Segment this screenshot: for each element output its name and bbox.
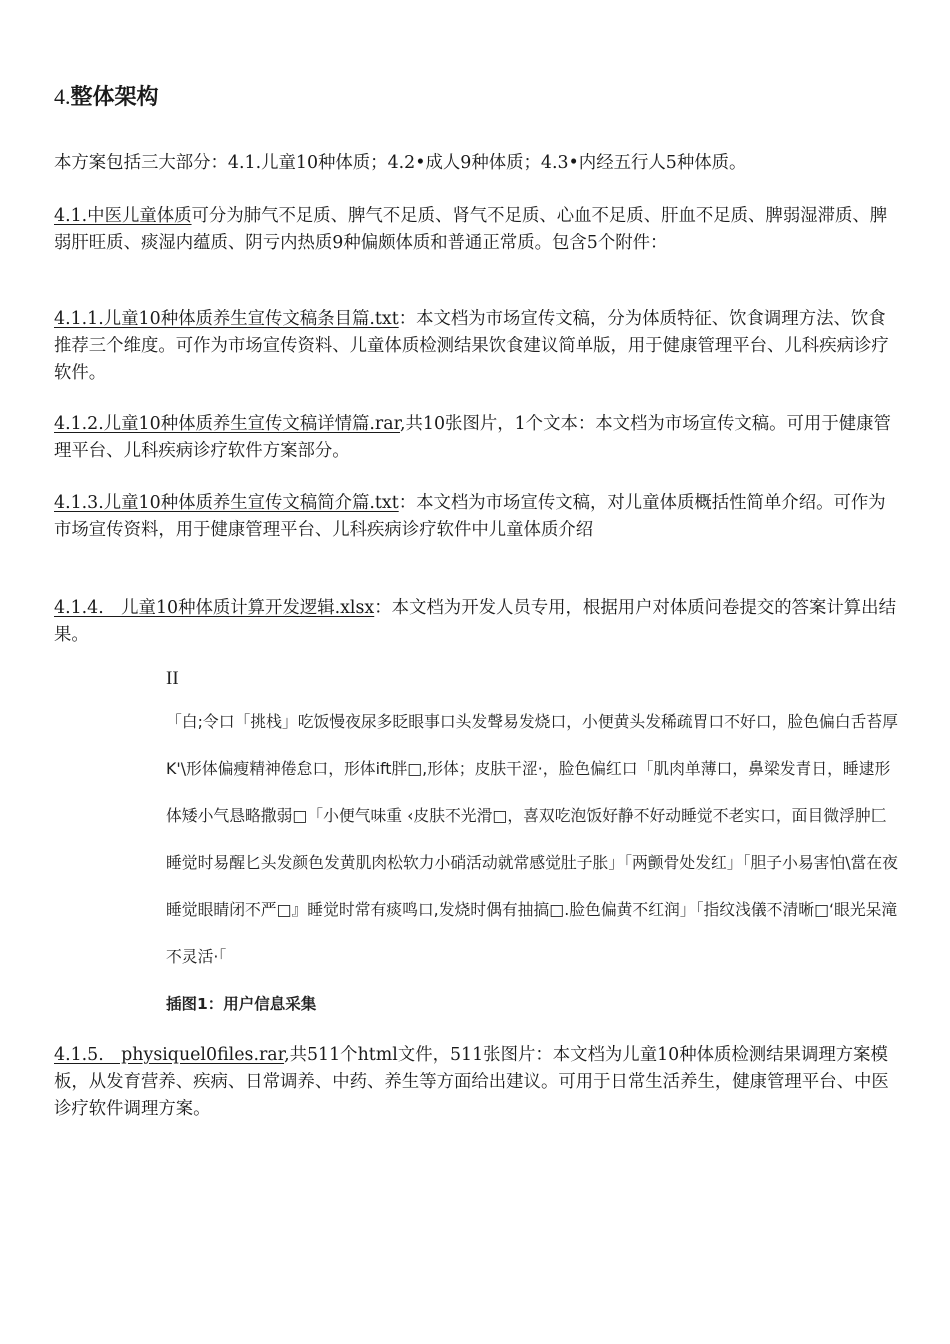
paragraph-4-1-1-text: ：本文档为市场宣传文稿，分为体质特征、饮食调理方法、饮食推荐三个维度。可作为市场宣传资料、儿童体质检测结果饮食建议简单版，用于健康管理平台、儿科疾病诊疗软件。 [54, 309, 889, 383]
link-4-1-1[interactable]: 4.1.1.儿童10种体质养生宣传文稿条目篇.txt [54, 309, 399, 329]
link-4-1[interactable]: 4.1.中医儿童体质 [54, 206, 192, 226]
paragraph-4-1-2 [54, 411, 896, 465]
section-title: 整体架构 [70, 85, 159, 110]
section-number: 4. [54, 84, 71, 109]
paragraph-4-1-5 [54, 1042, 896, 1123]
paragraph-4-1-4 [54, 595, 896, 649]
intro-paragraph: 本方案包括三大部分：4.1.儿童10种体质；4.2•成人9种体质；4.3•内经五行人5种体质。 [54, 153, 747, 173]
paragraph-4-1-5-text: ,共511个html文件，511张图片：本文档为儿童10种体质检测结果调理方案模板，从发育营养、疾病、日常调养、中药、养生等方面给出建议。可用于日常生活养生，健康管理平台、中医诊疗软件调理方案。 [54, 1045, 889, 1119]
figure-marker: II [166, 668, 179, 689]
paragraph-4-1-1 [54, 306, 896, 387]
figure-user-info-collection [166, 668, 898, 1014]
figure-ocr-text: 「白;令口「挑栈」吃饭慢夜尿多眨眼事口头发聲易发烧口，小便黄头发稀疏胃口不好口，脸色偏白舌苔厚K'\形体偏瘦精神倦怠口，形体ift胖□,形体；皮肤干涩·，脸色偏红口「肌肉单薄口，鼻梁发青日，睡逮形体矮小气恳略撒弱□「小便气味重 ‹皮肤不光滑□，喜双吃泡饭好静不好动睡觉不老实口，面目微浮肿匚睡觉时易醒匕头发颜色发黄肌肉松软力小硝活动就常感觉肚子胀」「两颤骨处发红」「胆子小易害怕\當在夜睡觉眼睛闭不严□』睡觉时常有痰鸣口,发烧时偶有抽搞□.脸色偏黄不红润」「指纹浅儀不清晰□‘眼光呆滝不灵活·「 [166, 712, 898, 966]
link-4-1-2[interactable]: 4.1.2.儿童10种体质养生宣传文稿详情篇.rar [54, 414, 400, 434]
link-4-1-3[interactable]: 4.1.3.儿童10种体质养生宣传文稿简介篇.txt [54, 493, 399, 513]
paragraph-4-1-3 [54, 490, 896, 544]
figure-caption: 插图1：用户信息采集 [166, 995, 317, 1013]
paragraph-4-1-4-text: ：本文档为开发人员专用，根据用户对体质问卷提交的答案计算出结果。 [54, 598, 896, 645]
section-heading [54, 82, 159, 113]
paragraph-4-1 [54, 203, 896, 257]
paragraph-4-1-2-text: ,共10张图片，1个文本：本文档为市场宣传文稿。可用于健康管理平台、儿科疾病诊疗软件方案部分。 [54, 414, 891, 461]
paragraph-4-1-3-text: ：本文档为市场宣传文稿，对儿童体质概括性简单介绍。可作为市场宣传资料，用于健康管理平台、儿科疾病诊疗软件中儿童体质介绍 [54, 493, 886, 540]
link-4-1-4[interactable]: 4.1.4. 儿童10种体质计算开发逻辑.xlsx [54, 598, 375, 618]
link-4-1-5[interactable]: 4.1.5. physiquel0files.rar [54, 1045, 285, 1065]
paragraph-4-1-text: 可分为肺气不足质、脾气不足质、肾气不足质、心血不足质、肝血不足质、脾弱湿滞质、脾弱肝旺质、痰湿内蕴质、阴亏内热质9种偏颇体质和普通正常质。包含5个附件： [54, 206, 888, 253]
